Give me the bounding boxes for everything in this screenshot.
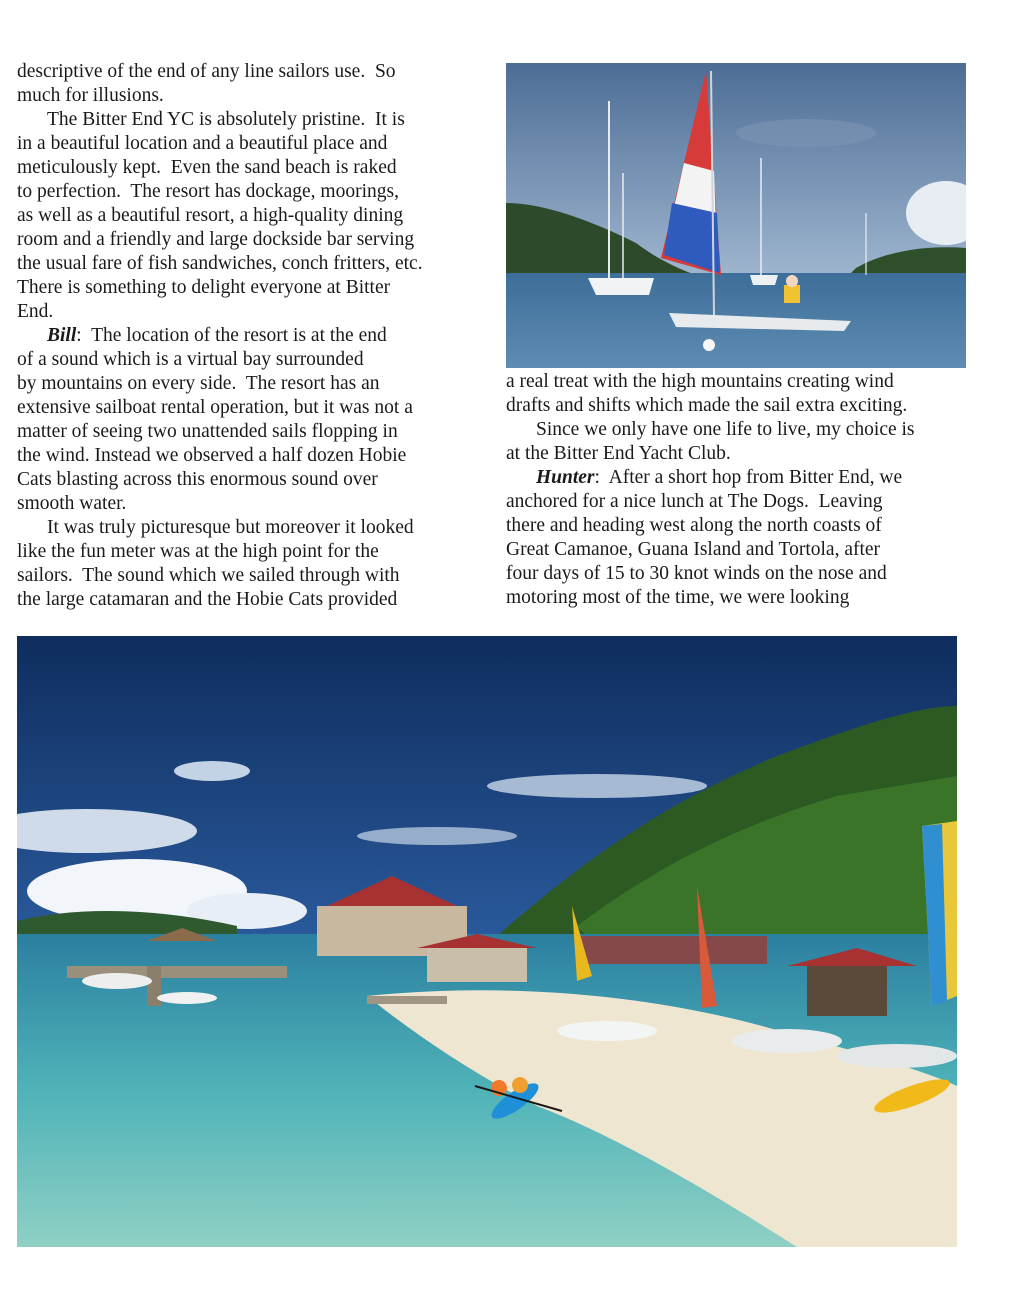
text-line: room and a friendly and large dockside bar serving: [17, 229, 415, 250]
sailboat-photo: [506, 63, 966, 368]
sailboat-photo-drawing: [506, 63, 966, 368]
text-line: there and heading west along the north coasts of: [506, 515, 882, 536]
text-line: The Bitter End YC is absolutely pristine. It is: [47, 109, 405, 130]
text-line: It was truly picturesque but moreover it looked: [47, 517, 414, 538]
text-line: End.: [17, 301, 54, 322]
text-line: [17, 324, 487, 348]
text-line: There is something to delight everyone at Bitter: [17, 277, 391, 298]
text-line: like the fun meter was at the high point for the: [17, 541, 379, 562]
text-line: sailors. The sound which we sailed through with: [17, 565, 400, 586]
text-line: smooth water.: [17, 493, 127, 514]
resort-photo-drawing: [17, 636, 957, 1247]
text-line: descriptive of the end of any line sailors use. So: [17, 61, 396, 82]
article-right-column: [506, 370, 976, 610]
text-line: a real treat with the high mountains creating wind: [506, 371, 894, 392]
text-line: extensive sailboat rental operation, but it was not a: [17, 397, 413, 418]
text-line: drafts and shifts which made the sail extra exciting.: [506, 395, 908, 416]
text-line: at the Bitter End Yacht Club.: [506, 443, 731, 464]
text-line: the wind. Instead we observed a half dozen Hobie: [17, 445, 407, 466]
text-line: four days of 15 to 30 knot winds on the nose and: [506, 563, 887, 584]
speaker-name: Hunter: [536, 467, 595, 488]
text-line: the usual fare of fish sandwiches, conch fritters, etc.: [17, 253, 423, 274]
text-line: matter of seeing two unattended sails flopping in: [17, 421, 398, 442]
text-line: Great Camanoe, Guana Island and Tortola, after: [506, 539, 881, 560]
text-line: by mountains on every side. The resort has an: [17, 373, 380, 394]
text-line: of a sound which is a virtual bay surrounded: [17, 349, 364, 370]
text-fragment: : After a short hop from Bitter End, we: [594, 467, 903, 488]
resort-photo: [17, 636, 957, 1247]
text-line: Cats blasting across this enormous sound over: [17, 469, 378, 490]
text-line: [506, 466, 976, 490]
text-fragment: : The location of the resort is at the end: [76, 325, 387, 346]
text-line: Since we only have one life to live, my choice is: [536, 419, 915, 440]
speaker-name: Bill: [47, 325, 77, 346]
text-line: to perfection. The resort has dockage, moorings,: [17, 181, 399, 202]
text-line: in a beautiful location and a beautiful place and: [17, 133, 388, 154]
article-left-column: [17, 60, 487, 612]
text-line: much for illusions.: [17, 85, 164, 106]
text-line: meticulously kept. Even the sand beach is raked: [17, 157, 397, 178]
text-line: motoring most of the time, we were looking: [506, 587, 850, 608]
text-line: anchored for a nice lunch at The Dogs. Leaving: [506, 491, 883, 512]
text-line: the large catamaran and the Hobie Cats provided: [17, 589, 398, 610]
text-line: as well as a beautiful resort, a high-quality dining: [17, 205, 404, 226]
